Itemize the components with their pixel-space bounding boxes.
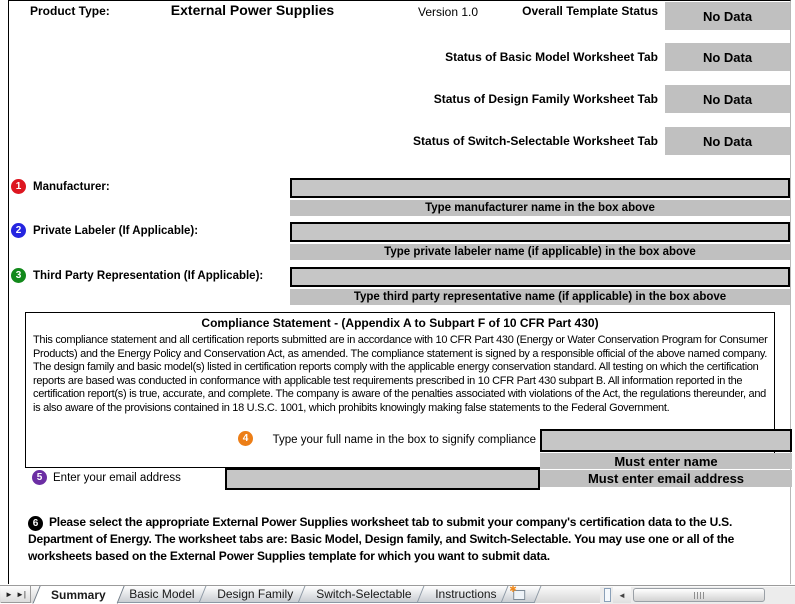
full-name-input[interactable] bbox=[540, 429, 792, 452]
overall-status-value: No Data bbox=[665, 2, 790, 30]
switch-selectable-status-label: Status of Switch-Selectable Worksheet Tab bbox=[413, 134, 658, 148]
insert-worksheet-tab[interactable] bbox=[500, 586, 541, 603]
scroll-left-button[interactable] bbox=[613, 587, 631, 603]
email-input[interactable] bbox=[225, 468, 540, 490]
design-family-status-value: No Data bbox=[665, 85, 790, 113]
tab-scroll-buttons[interactable] bbox=[1, 586, 31, 603]
manufacturer-input[interactable] bbox=[290, 178, 790, 198]
basic-model-status-value: No Data bbox=[665, 43, 790, 71]
private-labeler-hint: Type private labeler name (if applicable) in the box above bbox=[290, 244, 790, 260]
full-name-label: Type your full name in the box to signify compliance bbox=[272, 434, 536, 446]
horizontal-scrollbar-thumb[interactable] bbox=[633, 588, 765, 602]
tab-scroll-next-icon[interactable]: ► bbox=[5, 589, 13, 599]
private-labeler-label: Private Labeler (If Applicable): bbox=[33, 225, 199, 237]
insert-worksheet-icon: ✱ bbox=[511, 588, 526, 600]
tab-summary[interactable]: Summary bbox=[32, 586, 124, 604]
tab-instructions[interactable]: Instructions bbox=[416, 586, 514, 603]
design-family-status-label: Status of Design Family Worksheet Tab bbox=[433, 92, 658, 106]
compliance-body: This compliance statement and all certification reports submitted are in accordance with 10 CFR Part 430 (Energy or Water Conservation Program for Consumer Products) and the Energy Policy and Conservation Act, as amended. The compliance statement is signed by a responsible official of the above named company. The design family and basic model(s) listed in certification reports comply with the applicable energy conservation standard. All testing on which the certification reports are based was conducted in conformance with applicable test requirements prescribed in 10 CFR Part 430 subpart B. All information reported in the certification report(s) is true, accurate, and complete. The company is aware of the penalties associated with violations of the Act, the regulations thereunder, and is also aware of the provisions contained in 18 U.S.C. 1001, which prohibits knowingly making false statements to the Federal Government. bbox=[33, 334, 768, 414]
scroll-left-icon: ◄ bbox=[618, 590, 626, 600]
email-label: Enter your email address bbox=[53, 472, 181, 484]
tab-design-family[interactable]: Design Family bbox=[199, 586, 312, 603]
sheet-tabs bbox=[36, 586, 531, 604]
worksheet-instructions: Please select the appropriate External Power Supplies worksheet tab to submit your company's certification data to the U.S. Department of Energy. The worksheet tabs are: Basic Model, Design family, and Switch-Selectable. You may use one or all of the worksheets based on the External Power Supplies template for which you want to submit data. bbox=[28, 515, 735, 563]
step-6-badge: 6 bbox=[28, 516, 43, 531]
third-party-input[interactable] bbox=[290, 267, 790, 287]
full-name-status: Must enter name bbox=[540, 453, 792, 469]
step-4-badge: 4 bbox=[238, 431, 253, 446]
product-type-label: Product Type: bbox=[30, 4, 110, 18]
switch-selectable-status-value: No Data bbox=[665, 127, 790, 155]
step-1-badge: 1 bbox=[11, 179, 26, 194]
tab-basic-model[interactable]: Basic Model bbox=[110, 586, 212, 603]
version-label: Version 1.0 bbox=[418, 5, 479, 19]
product-type-value: External Power Supplies bbox=[170, 2, 335, 18]
basic-model-status-label: Status of Basic Model Worksheet Tab bbox=[445, 50, 658, 64]
tab-switch-selectable[interactable]: Switch-Selectable bbox=[298, 586, 430, 603]
third-party-label: Third Party Representation (If Applicable): bbox=[33, 270, 264, 282]
compliance-title: Compliance Statement - (Appendix A to Subpart F of 10 CFR Part 430) bbox=[201, 316, 599, 330]
overall-status-label: Overall Template Status bbox=[522, 4, 658, 18]
third-party-hint: Type third party representative name (if applicable) in the box above bbox=[290, 289, 790, 305]
step-5-badge: 5 bbox=[32, 470, 47, 485]
tab-scroll-last-icon[interactable]: ►| bbox=[15, 589, 26, 599]
manufacturer-hint: Type manufacturer name in the box above bbox=[290, 200, 790, 216]
sheet-tab-bar bbox=[0, 585, 795, 603]
tab-split-handle[interactable] bbox=[604, 588, 611, 602]
step-2-badge: 2 bbox=[11, 223, 26, 238]
step-3-badge: 3 bbox=[11, 268, 26, 283]
private-labeler-input[interactable] bbox=[290, 222, 790, 242]
email-status: Must enter email address bbox=[540, 470, 792, 487]
manufacturer-label: Manufacturer: bbox=[33, 181, 110, 193]
